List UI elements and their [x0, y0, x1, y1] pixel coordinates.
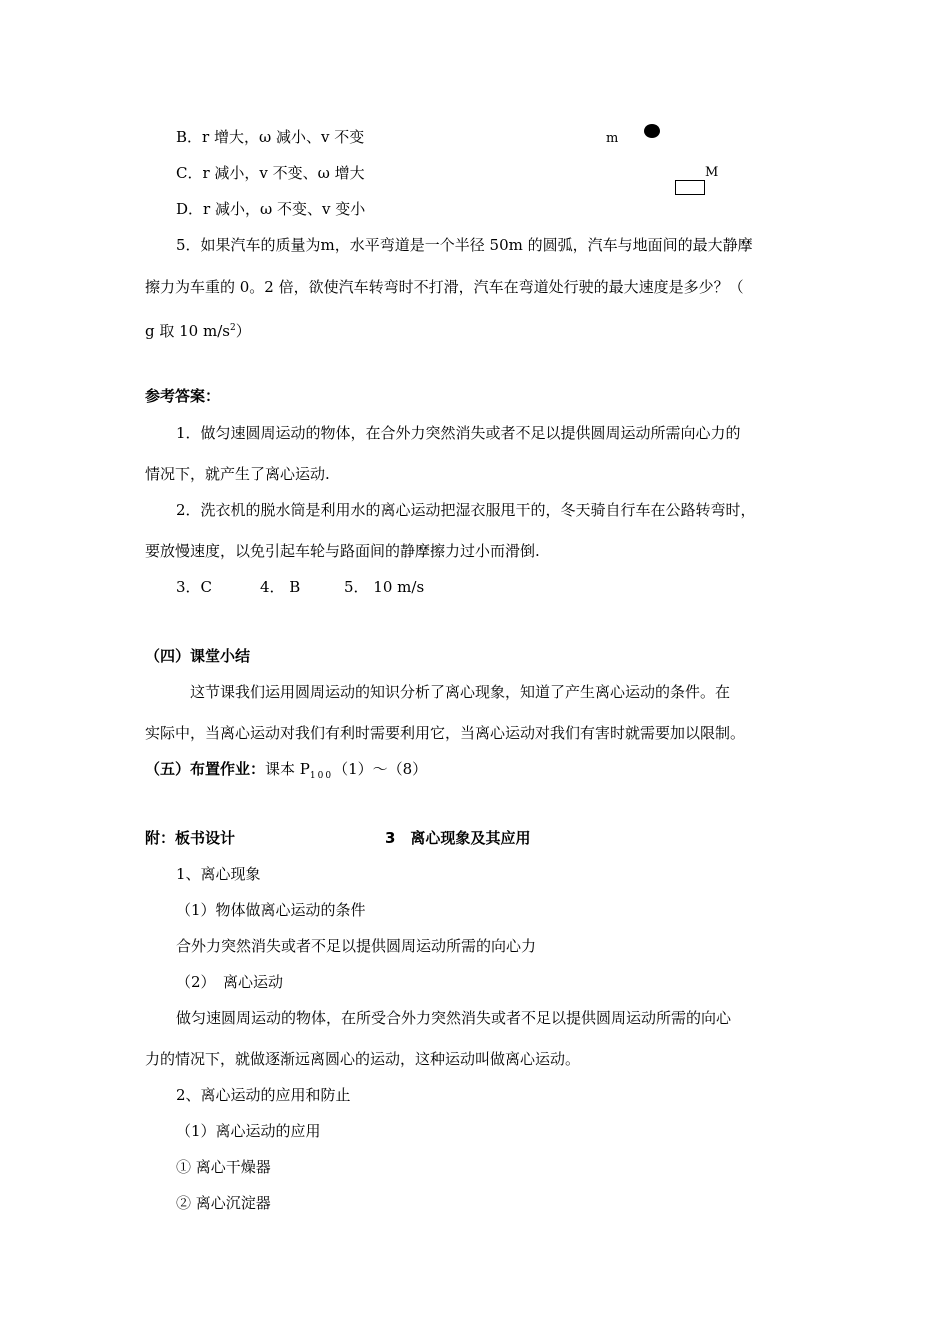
figure-label-m: m: [606, 131, 619, 146]
question-5-close: ）: [235, 322, 251, 340]
homework-line: [145, 759, 427, 786]
board-section-1-1: （1）物体做离心运动的条件: [176, 901, 366, 919]
board-section-1-1-text: 合外力突然消失或者不足以提供圆周运动所需的向心力: [176, 937, 537, 955]
block-figure: [675, 180, 705, 195]
answer-3: 3．C: [176, 578, 213, 596]
question-5-line-3: [145, 318, 251, 341]
answer-2-line-2: 要放慢速度，以免引起车轮与路面间的静摩擦力过小而滑倒.: [145, 542, 540, 560]
question-5-g-value: g 取 10 m/s: [145, 322, 230, 340]
homework-page: 100: [309, 771, 334, 781]
homework-range: （1）～（8）: [333, 760, 428, 778]
answer-1-line-1: 1．做匀速圆周运动的物体，在合外力突然消失或者不足以提供圆周运动所需向心力的: [176, 424, 741, 442]
homework-heading: （五）布置作业：: [145, 760, 266, 778]
homework-text: 课本 P: [265, 760, 310, 778]
answers-heading: 参考答案：: [145, 387, 221, 405]
summary-heading: （四）课堂小结: [145, 647, 251, 665]
board-section-1-2-line-2: 力的情况下，就做逐渐远离圆心的运动，这种运动叫做离心运动。: [145, 1050, 581, 1068]
answer-5: 5． 10 m/s: [344, 578, 425, 596]
board-section-1-2: （2） 离心运动: [176, 973, 284, 991]
board-section-2-1: （1）离心运动的应用: [176, 1122, 321, 1140]
board-section-2: 2、离心运动的应用和防止: [176, 1086, 351, 1104]
question-5-exponent: 2: [229, 323, 236, 333]
figure-label-M: M: [705, 165, 719, 180]
option-c: C．r 减小，v 不变、ω 增大: [176, 164, 365, 182]
answer-1-line-2: 情况下，就产生了离心运动.: [145, 465, 330, 483]
question-5-line-1: 5．如果汽车的质量为m，水平弯道是一个半径 50m 的圆弧，汽车与地面间的最大静摩: [176, 236, 753, 254]
board-item-dryer: ① 离心干燥器: [176, 1158, 271, 1176]
board-title: 3 离心现象及其应用: [385, 829, 531, 847]
option-d: D．r 减小，ω 不变、v 变小: [176, 200, 366, 218]
answer-4: 4． B: [260, 578, 301, 596]
summary-line-2: 实际中，当离心运动对我们有利时需要利用它，当离心运动对我们有害时就需要加以限制。: [145, 724, 746, 742]
summary-line-1: 这节课我们运用圆周运动的知识分析了离心现象，知道了产生离心运动的条件。在: [190, 683, 731, 701]
board-item-sediment: ② 离心沉淀器: [176, 1194, 271, 1212]
board-section-1-2-line-1: 做匀速圆周运动的物体，在所受合外力突然消失或者不足以提供圆周运动所需的向心: [176, 1009, 732, 1027]
question-5-line-2: 擦力为车重的 0。2 倍，欲使汽车转弯时不打滑，汽车在弯道处行驶的最大速度是多少？（: [145, 278, 744, 296]
ball-figure: [644, 124, 660, 138]
board-section-1: 1、离心现象: [176, 865, 261, 883]
board-heading: 附：板书设计: [145, 829, 236, 847]
option-b: B．r 增大，ω 减小、v 不变: [176, 128, 365, 146]
answer-2-line-1: 2．洗衣机的脱水筒是利用水的离心运动把湿衣服甩干的，冬天骑自行车在公路转弯时，: [176, 501, 756, 519]
